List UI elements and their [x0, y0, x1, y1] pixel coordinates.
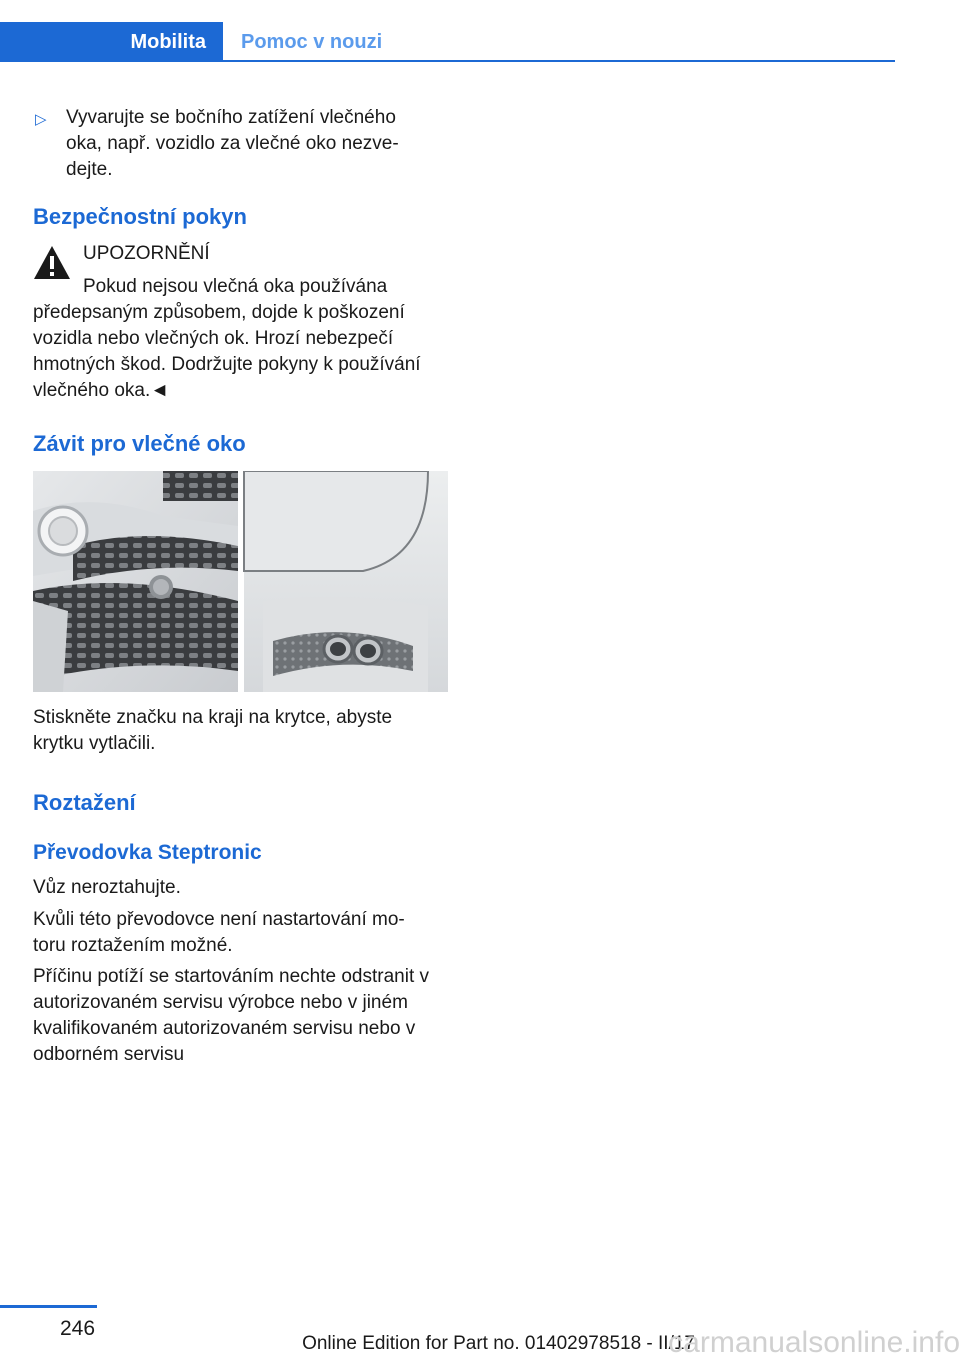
paragraph-line: Kvůli této převodovce není nastartování mo‐ [33, 909, 405, 930]
paragraph-line: autorizovaném servisu výrobce nebo v jiném [33, 992, 408, 1013]
paragraph-line: kvalifikovaném autorizovaném servisu nebo v [33, 1018, 416, 1039]
page-header [0, 0, 960, 62]
tab-mobilita[interactable]: Mobilita [0, 22, 223, 62]
edition-text: Online Edition for Part no. 01402978518 - II/17 [302, 1333, 695, 1354]
footer-divider [0, 1305, 97, 1308]
paragraph-line: toru roztažením možné. [33, 935, 233, 956]
warning-line: Pokud nejsou vlečná oka používána [83, 276, 388, 297]
caption-line: Stiskněte značku na kraji na krytce, abyste [33, 707, 393, 728]
paragraph-line: odborném servisu [33, 1044, 185, 1065]
tow-eye-thread-photo [33, 471, 448, 692]
bullet-line: dejte. [66, 159, 113, 180]
header-divider [0, 60, 895, 62]
bullet-text [66, 105, 456, 183]
warning-line: vlečného oka.◄ [33, 380, 170, 401]
bullet-line: Vyvarujte se bočního zatížení vlečného [66, 107, 396, 128]
triangle-bullet-icon: ▷ [35, 111, 47, 128]
page-number: 246 [60, 1317, 96, 1340]
warning-line: vozidla nebo vlečných ok. Hrozí nebezpečí [33, 328, 394, 349]
paragraph: Vůz neroztahujte. [33, 877, 181, 898]
warning-line: hmotných škod. Dodržujte pokyny k používání [33, 354, 421, 375]
warning-triangle-icon [33, 244, 71, 282]
section-title-thread: Závit pro vlečné oko [33, 431, 246, 456]
tab-pomoc-v-nouzi[interactable]: Pomoc v nouzi [241, 30, 383, 53]
bullet-line: oka, např. vozidlo za vlečné oko nezve‐ [66, 133, 399, 154]
warning-line: předepsaným způsobem, dojde k poškození [33, 302, 405, 323]
paragraph-line: Příčinu potíží se startováním nechte odstranit v [33, 966, 430, 987]
section-subtitle-steptronic: Převodovka Steptronic [33, 841, 262, 864]
watermark-text: carmanualsonline.info [668, 1326, 960, 1359]
caption-line: krytku vytlačili. [33, 733, 156, 754]
warning-label: UPOZORNĚNÍ [83, 243, 210, 264]
section-title-safety: Bezpečnostní pokyn [33, 204, 247, 229]
section-title-tow: Roztažení [33, 790, 136, 815]
